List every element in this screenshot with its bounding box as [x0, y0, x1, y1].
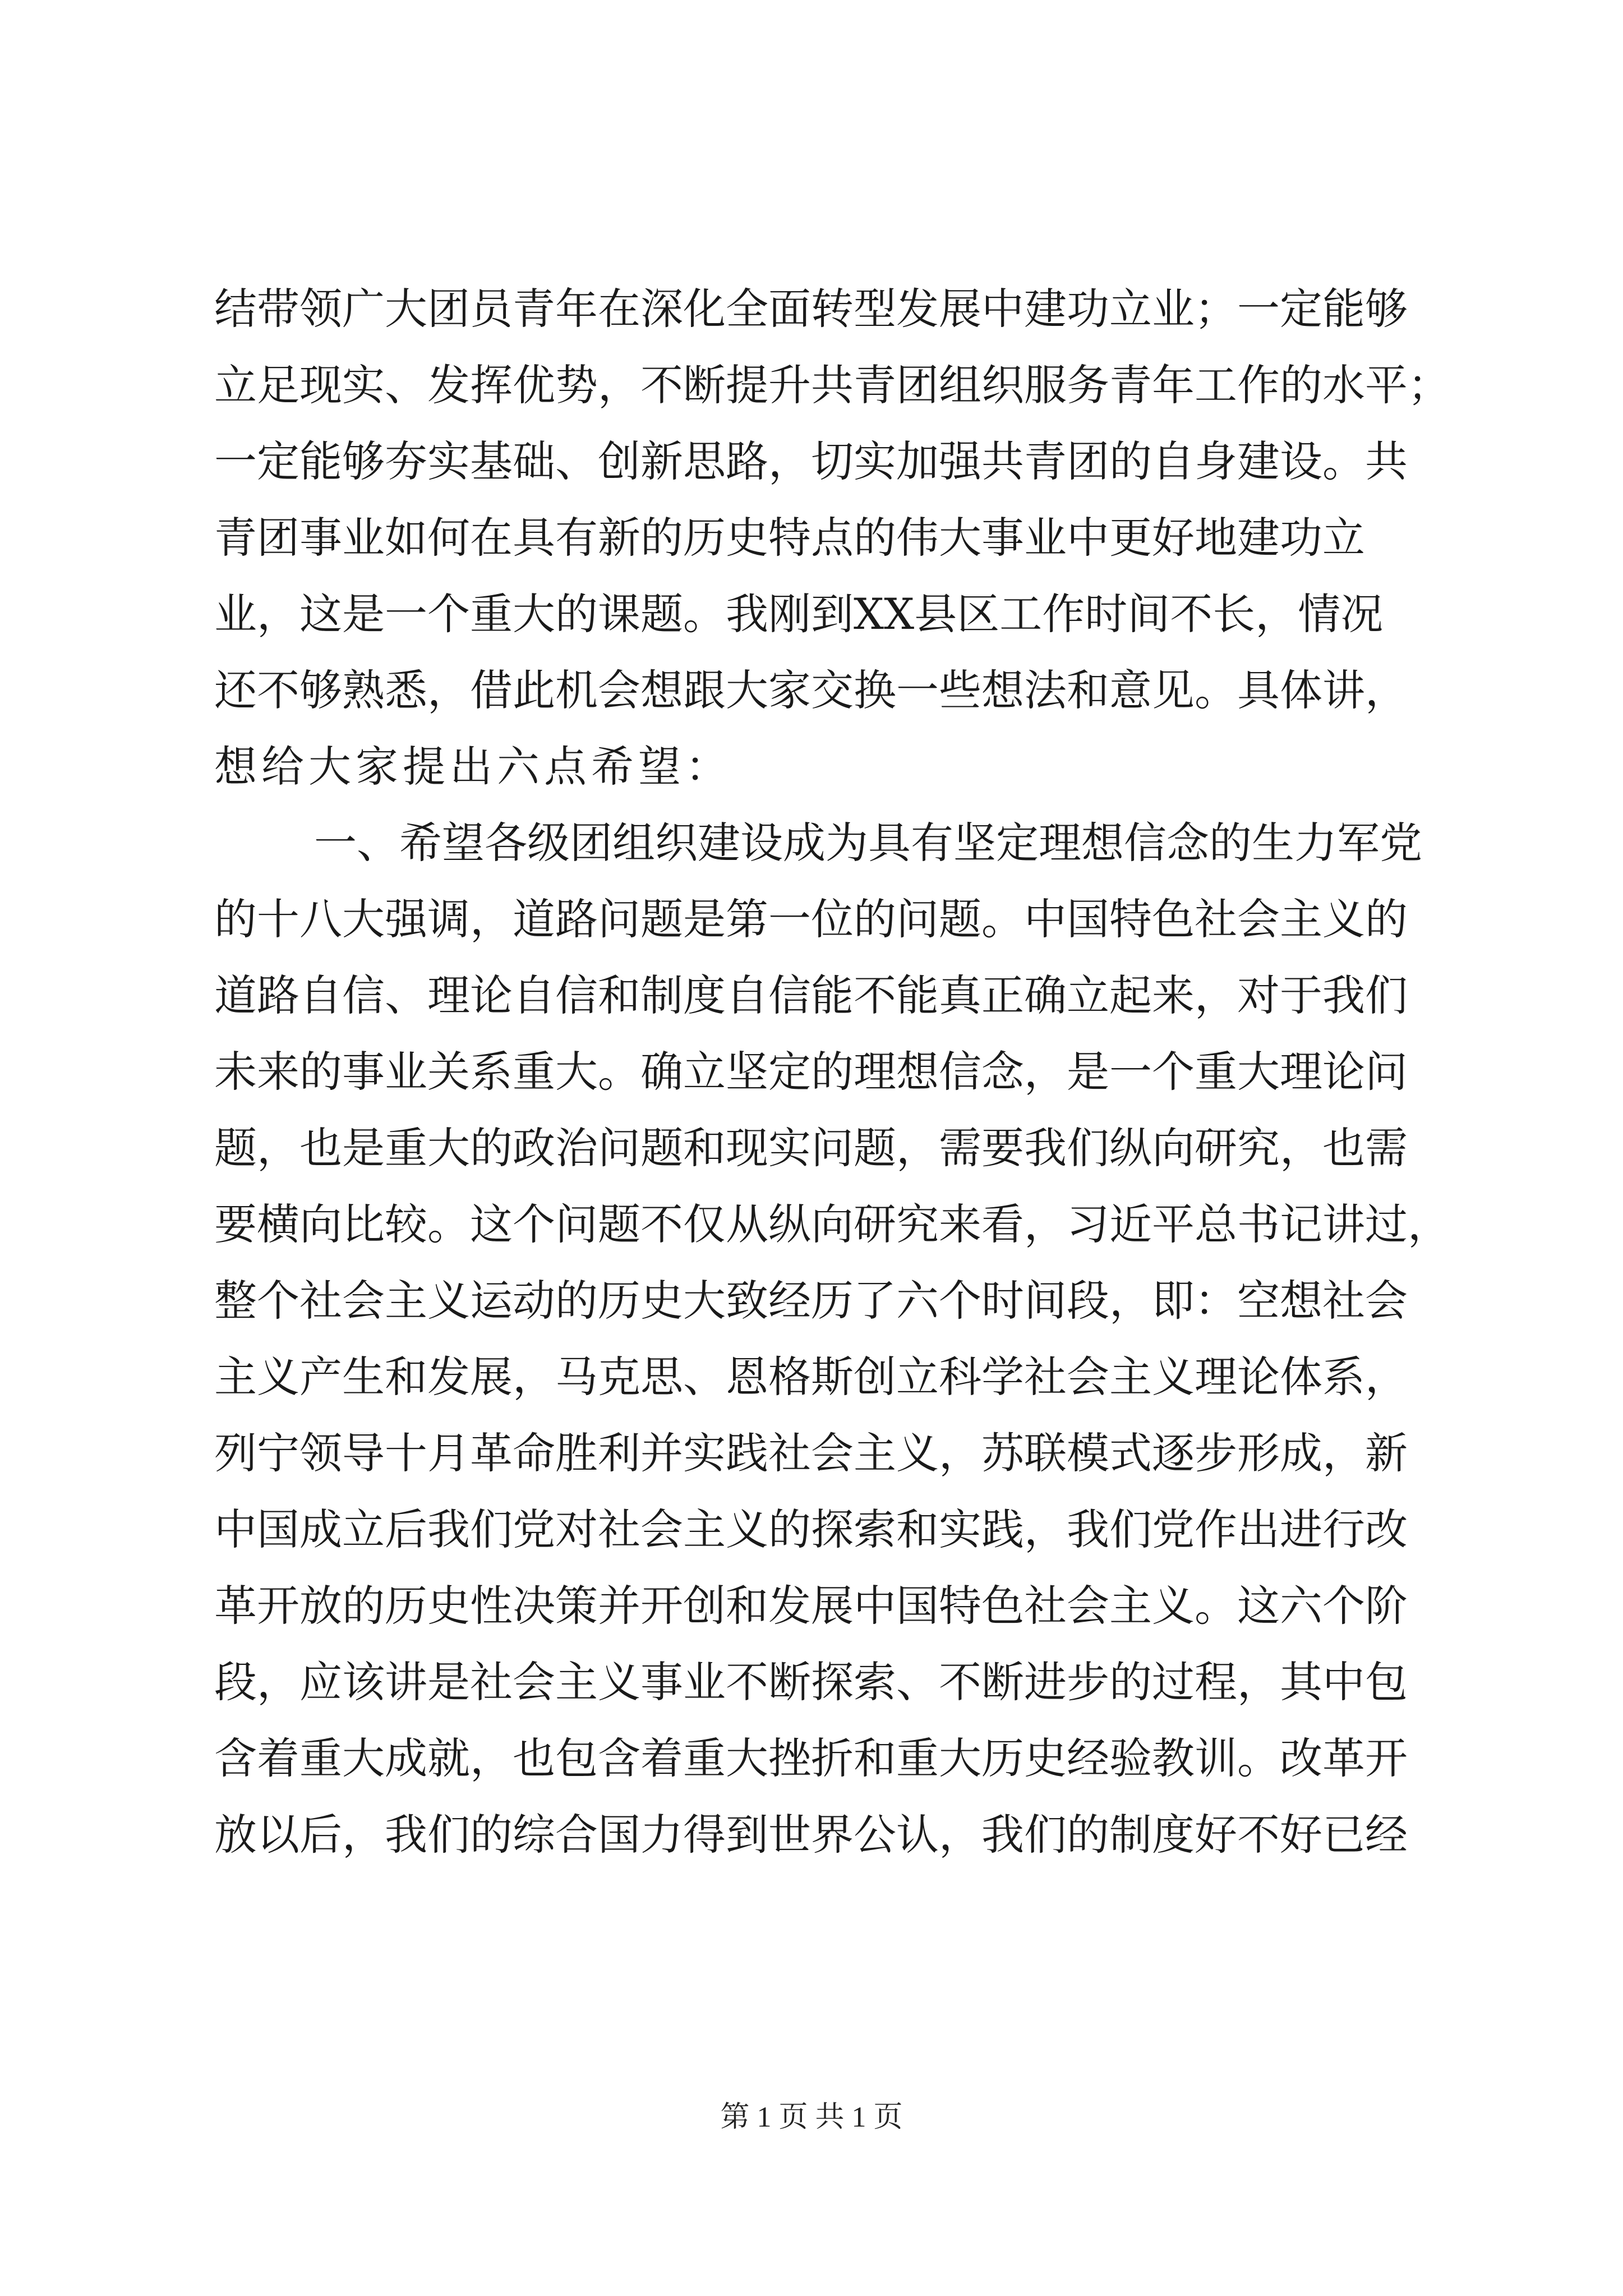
- body-line-6: 还不够熟悉，借此机会想跟大家交换一些想法和意见。具体讲，: [214, 665, 1408, 715]
- body-line-1: 结带领广大团员青年在深化全面转型发展中建功立业；一定能够: [214, 284, 1408, 334]
- page-footer: 第 1 页 共 1 页: [720, 2101, 903, 2133]
- body-line-5: 业，这是一个重大的课题。我刚到XX县区工作时间不长，情况: [214, 589, 1384, 639]
- body-line-18: 革开放的历史性决策并开创和发展中国特色社会主义。这六个阶: [214, 1581, 1408, 1631]
- body-line-3: 一定能够夯实基础、创新思路，切实加强共青团的自身建设。共: [214, 436, 1408, 486]
- body-line-9: 的十八大强调，道路问题是第一位的问题。中国特色社会主义的: [214, 894, 1408, 944]
- body-line-11: 未来的事业关系重大。确立坚定的理想信念，是一个重大理论问: [214, 1047, 1408, 1097]
- body-line-20: 含着重大成就，也包含着重大挫折和重大历史经验教训。改革开: [214, 1733, 1408, 1783]
- body-line-2: 立足现实、发挥优势，不断提升共青团组织服务青年工作的水平；: [214, 360, 1450, 410]
- body-line-21: 放以后，我们的综合国力得到世界公认，我们的制度好不好已经: [214, 1810, 1408, 1860]
- body-line-17: 中国成立后我们党对社会主义的探索和实践，我们党作出进行改: [214, 1504, 1408, 1554]
- body-line-19: 段，应该讲是社会主义事业不断探索、不断进步的过程，其中包: [214, 1657, 1408, 1707]
- body-line-12: 题，也是重大的政治问题和现实问题，需要我们纵向研究，也需: [214, 1123, 1408, 1173]
- body-line-16: 列宁领导十月革命胜利并实践社会主义，苏联模式逐步形成，新: [214, 1428, 1408, 1478]
- section-heading-line: 一、希望各级团组织建设成为具有坚定理想信念的生力军党: [314, 818, 1422, 868]
- body-line-14: 整个社会主义运动的历史大致经历了六个时间段，即：空想社会: [214, 1276, 1408, 1326]
- body-line-13: 要横向比较。这个问题不仅从纵向研究来看，习近平总书记讲过，: [214, 1199, 1450, 1249]
- body-line-7: 想给大家提出六点希望：: [214, 742, 732, 792]
- body-line-15: 主义产生和发展，马克思、恩格斯创立科学社会主义理论体系，: [214, 1352, 1408, 1402]
- body-line-4: 青团事业如何在具有新的历史特点的伟大事业中更好地建功立: [214, 513, 1365, 563]
- body-line-10: 道路自信、理论自信和制度自信能不能真正确立起来，对于我们: [214, 970, 1408, 1020]
